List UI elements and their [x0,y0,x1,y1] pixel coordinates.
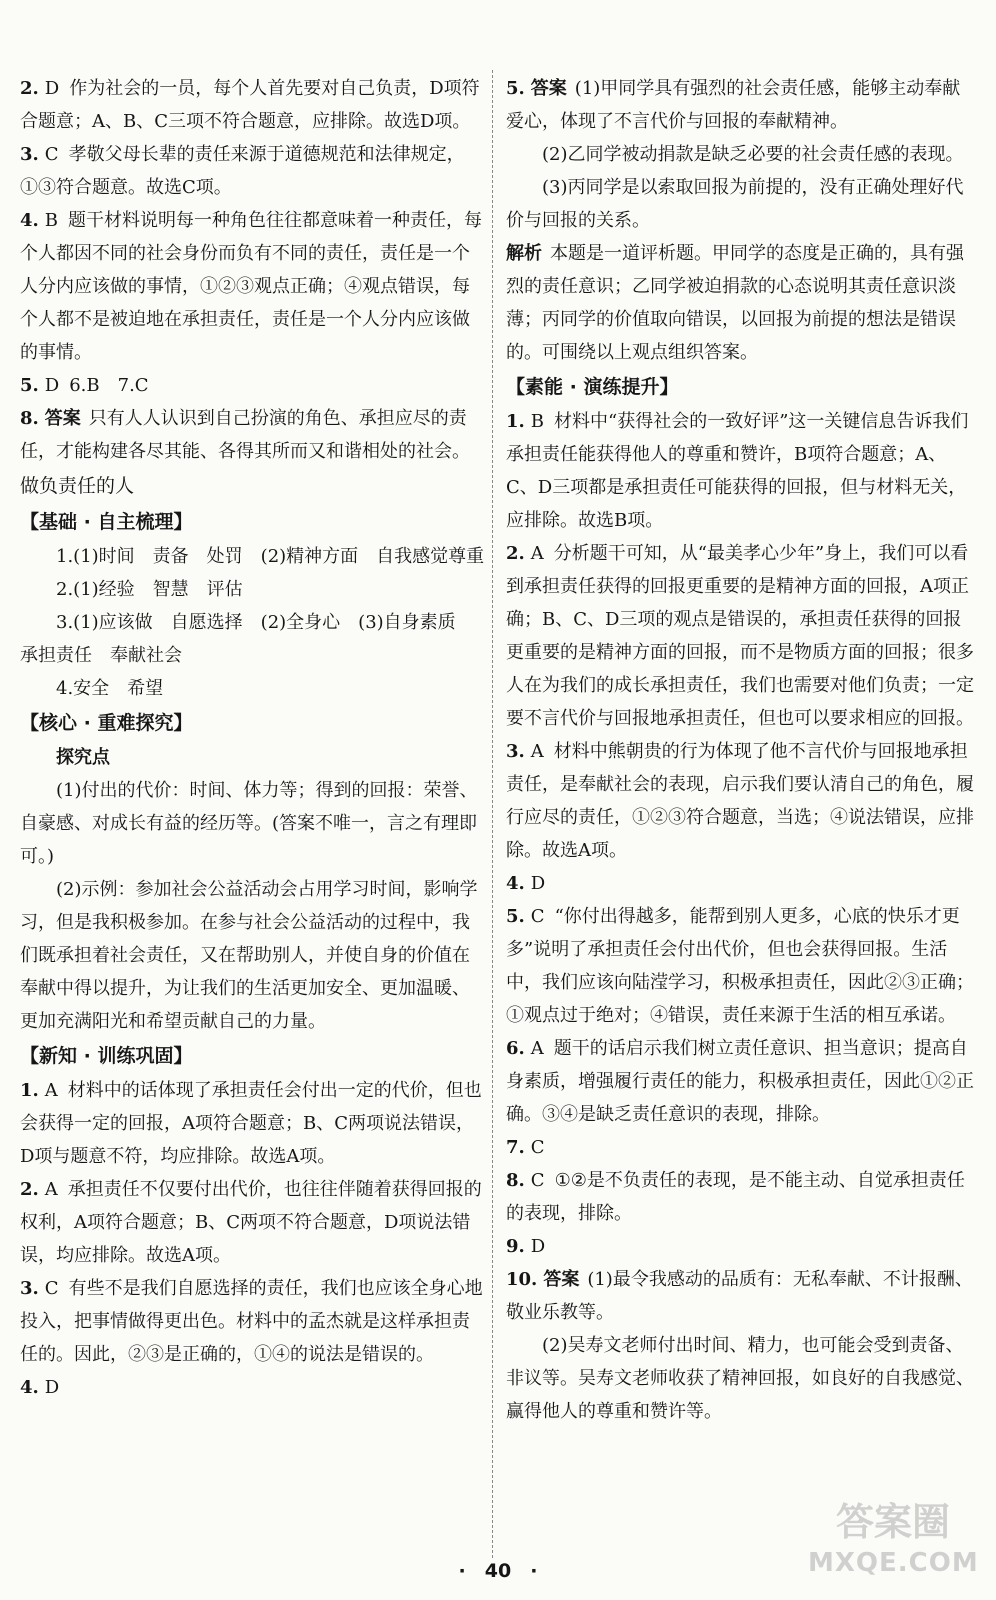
item-number: 5. [20,375,39,396]
item-answer: B [530,411,545,432]
item-answer: D [44,78,60,99]
item-answer: C [530,906,545,927]
basic-heading: 【基础 · 自主梳理】 [20,511,193,533]
item-answer: A [44,1080,58,1101]
right-column [506,72,976,1428]
item-text: 材料中的话体现了承担责任会付出一定的代价，但也会获得一定的回报，A项符合题意；B、C两项说法错误，D项与题意不符，均应排除。故选A项。 [20,1080,482,1167]
analysis [506,237,976,369]
item-answer: A [530,741,544,762]
analysis-text: 本题是一道评析题。甲同学的态度是正确的，具有强烈的责任意识；乙同学被迫捐款的心态说明其责任意识淡薄；丙同学的价值取向错误，以回报为前提的想法是错误的。可围绕以上观点组织答案。 [506,243,964,363]
analysis-label: 解析 [506,243,542,264]
answer-item [20,138,486,204]
ability-item [506,1230,976,1263]
ability-heading: 【素能 · 演练提升】 [506,376,679,398]
answer-label: 答案 [530,78,567,99]
item-text: ①②是不负责任的表现，是不能主动、自觉承担责任的表现，排除。 [506,1170,965,1224]
item-number: 3. [20,1278,39,1299]
item-text: “你付出得越多，能帮到别人更多，心底的快乐才更多”说明了承担责任会付出代价，但也会获得回报。生活中，我们应该向陆滢学习，积极承担责任，因此②③正确；①观点过于绝对；④错误，责任来源于生活的相互承诺。 [506,906,974,1026]
page-number: · 40 · [458,1560,538,1582]
item-text: 6.B 7.C [69,375,149,396]
watermark-line2: MXQE.COM [808,1548,979,1578]
item-answer: C [44,144,59,165]
answer-item-5 [506,72,976,138]
item-number: 5. [506,78,525,99]
item-answer: D [530,873,546,894]
item-text: 材料中“获得社会的一致好评”这一关键信息告诉我们承担责任能获得他人的尊重和赞许，B项符合题意；A、C、D三项都是承担责任可能获得的回报，但与材料无关，应排除。故选B项。 [506,411,969,531]
core-paragraph: (2)示例：参加社会公益活动会占用学习时间，影响学习，但是我积极参加。在参与社会公益活动的过程中，我们既承担着社会责任，又在帮助别人，并使自身的价值在奉献中得以提升，为让我们的生活更加安全、更加温暖、更加充满阳光和希望贡献自己的力量。 [20,879,478,1032]
item-answer: A [530,1038,544,1059]
item-text: 题干材料说明每一种角色往往都意味着一种责任，每个人都因不同的社会身份而负有不同的责任，责任是一个人分内应该做的事情，①②③观点正确；④观点错误，每个人都不是被迫地在承担责任，责任是一个人分内应该做的事情。 [20,210,483,363]
item-text: 只有人人认识到自己扮演的角色、承担应尽的责任，才能构建各尽其能、各得其所而又和谐相处的社会。 [20,408,470,462]
core-subheading: 探究点 [56,747,110,768]
answer-item [20,369,486,402]
item-number: 3. [506,741,525,762]
ability-item [506,900,976,1032]
item-number: 4. [20,1377,39,1398]
item-number: 4. [506,873,525,894]
answer-item-10 [506,1263,976,1329]
item-number: 1. [20,1080,39,1101]
answer-item [20,72,486,138]
watermark-line1: 答案圈 [835,1500,950,1544]
item-text: 孝敬父母长辈的责任来源于道德规范和法律规定，①③符合题意。故选C项。 [20,144,465,198]
ability-item [506,405,976,537]
item-text: 有些不是我们自愿选择的责任，我们也应该全身心地投入，把事情做得更出色。材料中的孟杰就是这样承担责任的。因此，②③是正确的，①④的说法是错误的。 [20,1278,483,1365]
item-number: 8. [20,408,39,429]
answer-label: 答案 [543,1269,580,1290]
basic-line: 1.(1)时间 责备 处罚 (2)精神方面 自我感觉尊重 [56,546,485,567]
item-number: 4. [20,210,39,231]
item-text: 承担责任不仅要付出代价，也往往伴随着获得回报的权利，A项符合题意；B、C两项不符合题意，D项说法错误，均应排除。故选A项。 [20,1179,482,1266]
item-answer: D [44,375,60,396]
item-number: 9. [506,1236,525,1257]
item-number: 7. [506,1137,525,1158]
answer-paragraph: (3)丙同学是以索取回报为前提的，没有正确处理好代价与回报的关系。 [506,177,964,231]
practice-item [20,1173,486,1272]
core-heading: 【核心 · 重难探究】 [20,712,193,734]
ability-item [506,1131,976,1164]
watermark-logo [808,1498,978,1590]
practice-item [20,1074,486,1173]
item-answer: A [44,1179,58,1200]
item-answer: B [44,210,59,231]
item-answer: D [44,1377,60,1398]
item-number: 2. [506,543,525,564]
item-number: 3. [20,144,39,165]
basic-line: 2.(1)经验 智慧 评估 [56,579,243,600]
item-answer: A [530,543,544,564]
item-answer: C [530,1170,545,1191]
item-text: 作为社会的一员，每个人首先要对自己负责，D项符合题意；A、B、C三项不符合题意，应排除。故选D项。 [20,78,480,132]
left-column [20,72,486,1404]
answer-paragraph: (2)乙同学被动捐款是缺乏必要的社会责任感的表现。 [542,144,964,165]
basic-line: 3.(1)应该做 自愿选择 (2)全身心 (3)自身素质 承担责任 奉献社会 [20,612,474,666]
item-text: 题干的话启示我们树立责任意识、担当意识；提高自身素质，增强履行责任的能力，积极承担责任，因此①②正确。③④是缺乏责任意识的表现，排除。 [506,1038,974,1125]
item-answer: C [530,1137,545,1158]
ability-item [506,1032,976,1131]
item-text: (1)最令我感动的品质有：无私奉献、不计报酬、敬业乐教等。 [506,1269,973,1323]
answer-label: 答案 [44,408,81,429]
item-number: 6. [506,1038,525,1059]
item-number: 2. [20,1179,39,1200]
section-title: 做负责任的人 [20,475,135,497]
answer-paragraph: (2)吴寿文老师付出时间、精力，也可能会受到责备、非议等。吴寿文老师收获了精神回报，如良好的自我感觉、赢得他人的尊重和赞许等。 [506,1335,974,1422]
ability-item [506,867,976,900]
item-number: 2. [20,78,39,99]
practice-item [20,1371,486,1404]
practice-heading: 【新知 · 训练巩固】 [20,1045,193,1067]
item-number: 8. [506,1170,525,1191]
ability-item [506,537,976,735]
item-text: 分析题干可知，从“最美孝心少年”身上，我们可以看到承担责任获得的回报更重要的是精神方面的回报，A项正确；B、C、D三项的观点是错误的，承担责任获得的回报更重要的是精神方面的回报，而不是物质方面的回报；很多人在为我们的成长承担责任，我们也需要对他们负责；一定要不言代价与回报地承担责任，但也可以要求相应的回报。 [506,543,974,729]
item-answer: C [44,1278,59,1299]
answer-item [20,204,486,369]
ability-item [506,735,976,867]
item-number: 10. [506,1269,538,1290]
basic-line: 4.安全 希望 [56,678,164,699]
item-answer: D [530,1236,546,1257]
practice-item [20,1272,486,1371]
item-text: 材料中熊朝贵的行为体现了他不言代价与回报地承担责任，是奉献社会的表现，启示我们要认清自己的角色，履行应尽的责任，①②③符合题意，当选；④说法错误，应排除。故选A项。 [506,741,974,861]
item-text: (1)甲同学具有强烈的社会责任感，能够主动奉献爱心，体现了不言代价与回报的奉献精神。 [506,78,961,132]
column-divider [492,70,493,1558]
item-number: 5. [506,906,525,927]
ability-item [506,1164,976,1230]
answer-item-8 [20,402,486,468]
core-paragraph: (1)付出的代价：时间、体力等；得到的回报：荣誉、自豪感、对成长有益的经历等。(答案不唯一，言之有理即可。) [20,780,478,867]
item-number: 1. [506,411,525,432]
